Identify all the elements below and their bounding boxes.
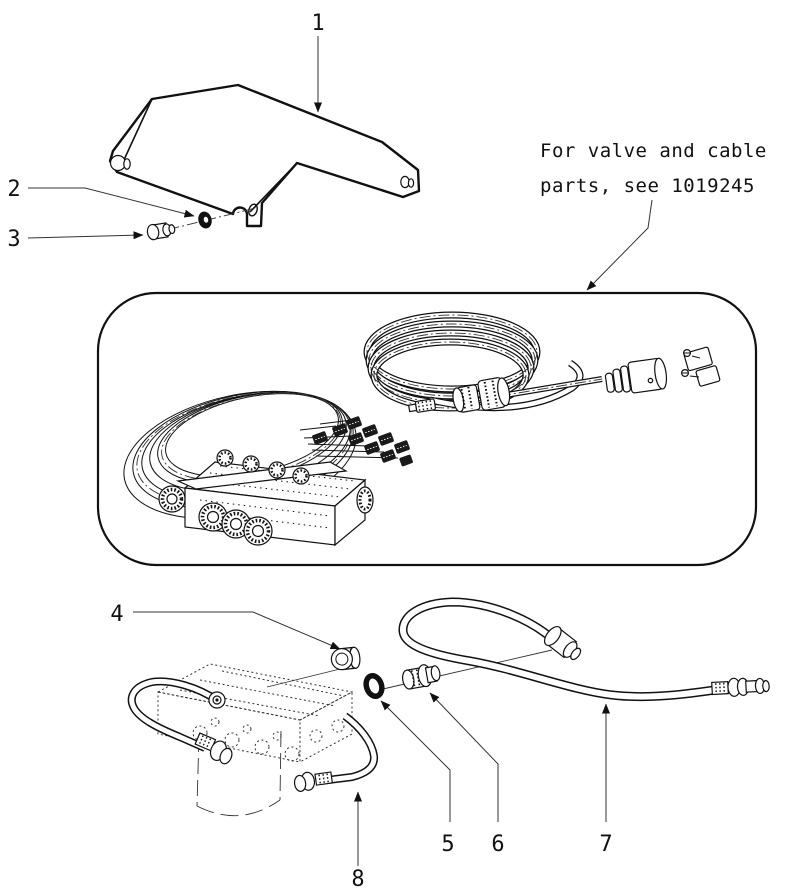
- callout-5-leader: [381, 701, 450, 822]
- callout-2-label: 2: [7, 177, 21, 202]
- note-text: [540, 140, 767, 197]
- callout-4-leader: [133, 612, 340, 649]
- filter-hydraulic-hose: [132, 681, 374, 792]
- plug-assembly-line: [267, 669, 340, 687]
- callout-8-label: 8: [351, 867, 365, 892]
- callout-3-label: 3: [7, 227, 21, 252]
- long-hydraulic-hose: [403, 602, 770, 697]
- o-ring: [364, 674, 385, 699]
- callout-3-leader: [28, 235, 143, 238]
- plug: [330, 647, 361, 671]
- connector-fitting: [401, 662, 442, 690]
- callout-2-leader: [28, 188, 194, 216]
- callout-7-label: 7: [599, 832, 613, 857]
- banjo-washer: [209, 692, 225, 708]
- ghost-valve-block: [158, 664, 352, 762]
- note-line-2: parts, see 1019245: [540, 175, 755, 197]
- screw: [146, 221, 175, 240]
- callout-6-leader: [430, 693, 498, 822]
- callout-5-label: 5: [441, 832, 455, 857]
- cover-plate: [110, 85, 419, 226]
- callout-6-label: 6: [491, 832, 505, 857]
- hose8-end-nut: [293, 769, 333, 792]
- hose7-end-fitting: [712, 676, 770, 697]
- callout-1-label: 1: [311, 11, 325, 36]
- note-line-1: For valve and cable: [540, 140, 767, 162]
- grommet: [196, 210, 213, 230]
- note-leader: [587, 200, 652, 290]
- callout-4-label: 4: [110, 602, 124, 627]
